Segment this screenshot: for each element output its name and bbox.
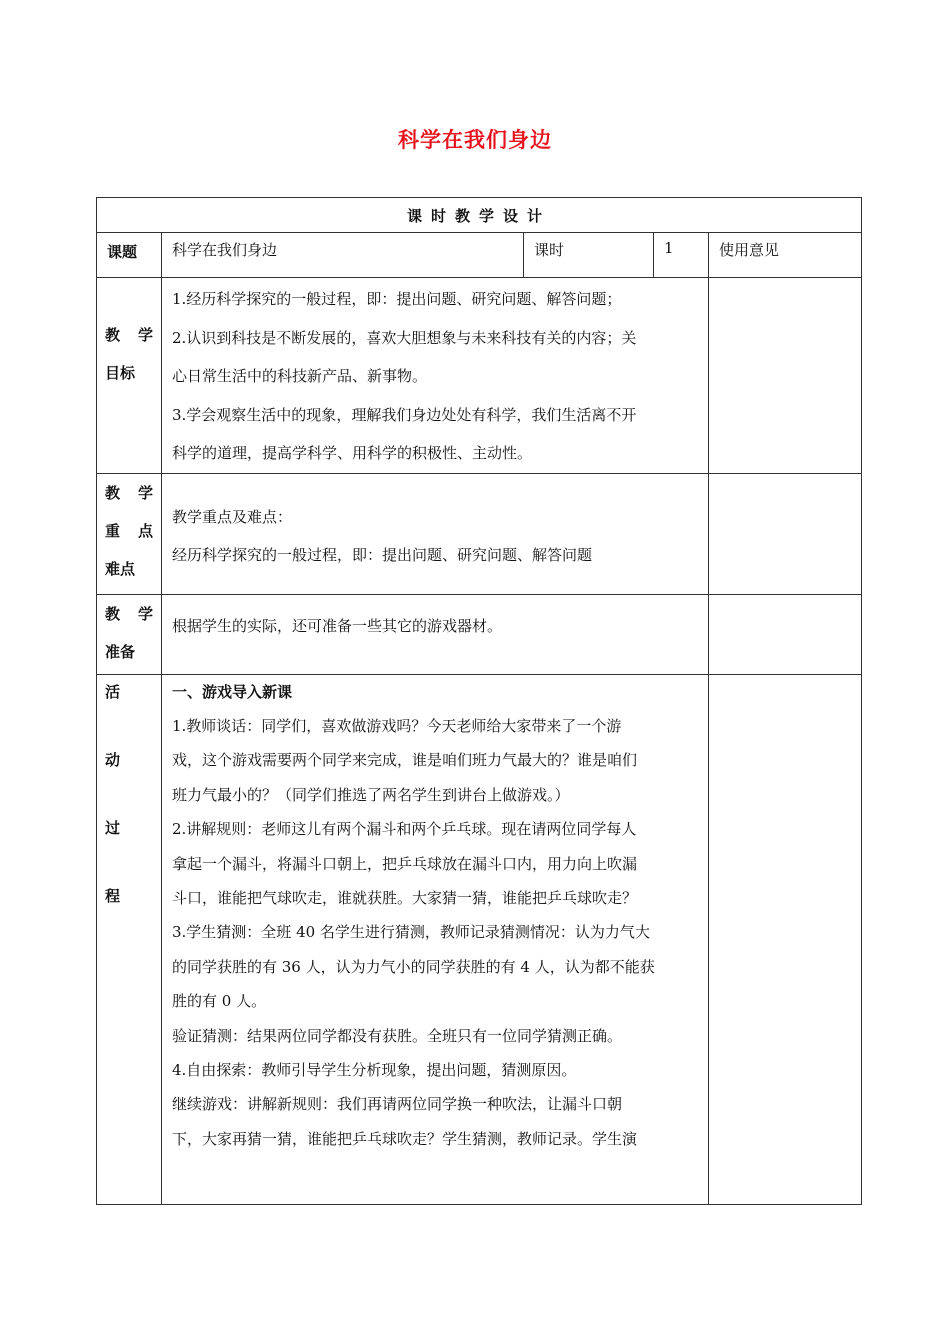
prep-label-char-2: 学 (137, 604, 153, 623)
activity-label (97, 674, 162, 1204)
topic-label: 课题 (97, 233, 162, 278)
goals-label-char-3: 目标 (105, 364, 136, 382)
goals-label (97, 278, 162, 474)
goal-line-5: 科学的道理，提高学科学、用科学的积极性、主动性。 (172, 444, 533, 462)
activity-line: 下，大家再猜一猜，谁能把乒乓球吹走？学生猜测，教师记录。学生演 (172, 1129, 638, 1148)
key-line-2: 经历科学探究的一般过程，即：提出问题、研究问题、解答问题 (172, 545, 593, 564)
activity-line: 1.教师谈话：同学们，喜欢做游戏吗？今天老师给大家带来了一个游 (172, 716, 622, 735)
goals-notes (709, 278, 862, 474)
activity-content (162, 674, 709, 1204)
activity-line: 的同学获胜的有 36 人，认为力气小的同学获胜的有 4 人，认为都不能获 (172, 957, 655, 976)
notes-label: 使用意见 (709, 233, 862, 278)
activity-line: 斗口，谁能把气球吹走，谁就获胜。大家猜一猜，谁能把乒乓球吹走？ (172, 888, 638, 907)
activity-heading: 一、游戏导入新课 (172, 682, 293, 701)
key-points-label (97, 473, 162, 594)
period-label: 课时 (524, 233, 654, 278)
prep-label-char-1: 教 (105, 604, 121, 623)
activity-label-char-2: 动 (105, 750, 121, 769)
activity-line: 3.学生猜测：全班 40 名学生进行猜测，教师记录猜测情况：认为力气大 (172, 923, 650, 942)
prep-label-char-3: 准备 (105, 642, 136, 661)
activity-label-char-4: 程 (105, 886, 121, 905)
goal-line-3: 心日常生活中的科技新产品、新事物。 (172, 367, 428, 385)
document-title: 科学在我们身边 (398, 128, 552, 152)
activity-label-char-3: 过 (105, 818, 121, 837)
goals-label-char-1: 教 (105, 326, 121, 344)
activity-line: 验证猜测：结果两位同学都没有获胜。全班只有一位同学猜测正确。 (172, 1026, 623, 1045)
goals-content (162, 278, 709, 474)
table-header: 课时教学设计 (97, 198, 862, 233)
table-header-row (97, 198, 862, 233)
period-value: 1 (654, 233, 709, 278)
key-points-row (97, 473, 862, 594)
lesson-plan-table (96, 197, 862, 1205)
key-label-char-2: 学 (137, 483, 153, 502)
activity-line: 戏，这个游戏需要两个同学来完成，谁是咱们班力气最大的？谁是咱们 (172, 751, 638, 770)
goal-line-4: 3.学会观察生活中的现象，理解我们身边处处有科学，我们生活离不开 (172, 405, 637, 424)
key-points-notes (709, 473, 862, 594)
preparation-text: 根据学生的实际，还可准备一些其它的游戏器材。 (172, 616, 503, 635)
activity-label-char-1: 活 (105, 682, 121, 701)
activity-row (97, 674, 862, 1204)
topic-value: 科学在我们身边 (162, 233, 524, 278)
activity-line: 继续游戏：讲解新规则：我们再请两位同学换一种吹法，让漏斗口朝 (172, 1095, 623, 1114)
activity-line: 胜的有 0 人。 (172, 992, 267, 1011)
activity-line: 拿起一个漏斗，将漏斗口朝上，把乒乓球放在漏斗口内，用力向上吹漏 (172, 854, 638, 873)
key-line-1: 教学重点及难点： (172, 507, 293, 526)
activity-line: 2.讲解规则：老师这儿有两个漏斗和两个乒乓球。现在请两位同学每人 (172, 820, 637, 839)
key-label-char-3: 重 (105, 521, 121, 540)
key-points-content (162, 473, 709, 594)
key-label-char-1: 教 (105, 483, 121, 502)
preparation-row (97, 594, 862, 674)
goal-line-2: 2.认识到科技是不断发展的，喜欢大胆想象与未来科技有关的内容；关 (172, 328, 637, 347)
key-label-char-5: 难点 (105, 559, 136, 578)
preparation-notes (709, 594, 862, 674)
activity-notes (709, 674, 862, 1204)
goals-label-char-2: 学 (137, 326, 153, 344)
activity-line: 班力气最小的？（同学们推选了两名学生到讲台上做游戏。） (172, 785, 570, 804)
goal-line-1: 1.经历科学探究的一般过程，即：提出问题、研究问题、解答问题； (172, 290, 622, 308)
goals-row (97, 278, 862, 474)
preparation-content (162, 594, 709, 674)
topic-row (97, 233, 862, 278)
preparation-label (97, 594, 162, 674)
key-label-char-4: 点 (137, 521, 153, 540)
activity-line: 4.自由探索：教师引导学生分析现象，提出问题，猜测原因。 (172, 1060, 577, 1079)
